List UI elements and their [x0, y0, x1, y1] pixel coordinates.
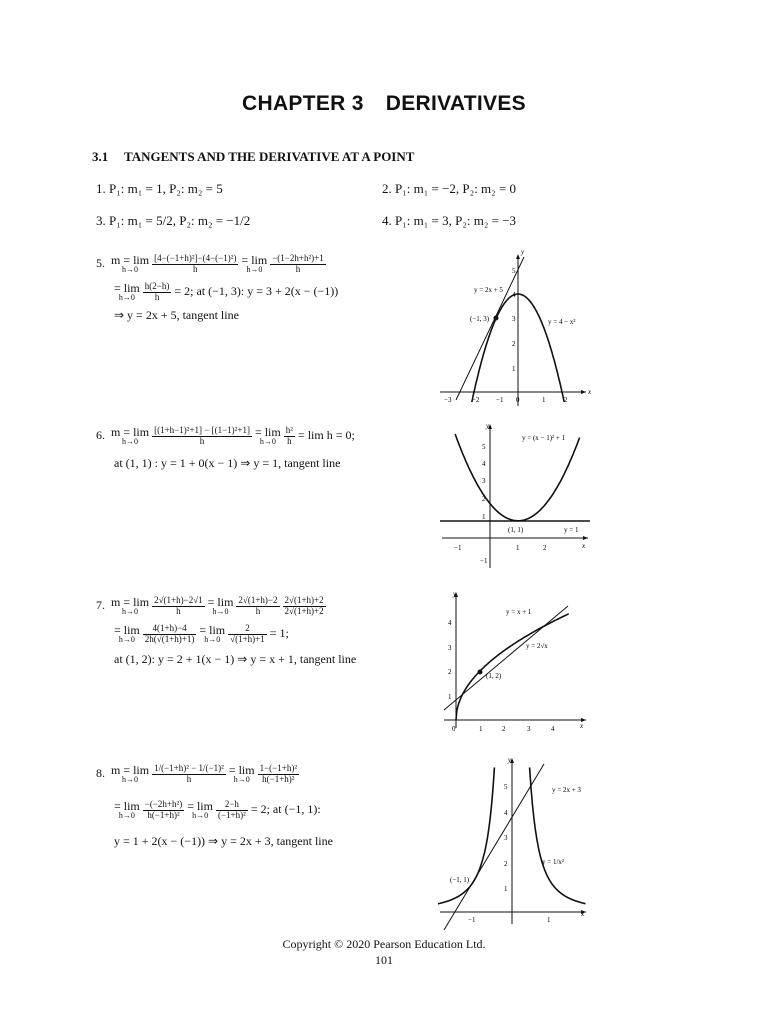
p5-result: = 2; at (−1, 3): y = 3 + 2(x − (−1)): [174, 283, 339, 298]
chapter-label: CHAPTER 3: [242, 92, 364, 115]
numerator: [(1+h−1)²+1] − [(1−1)²+1]: [154, 425, 250, 436]
svg-text:2: 2: [448, 668, 452, 676]
svg-text:2: 2: [504, 860, 508, 868]
answer-1: 1. P₁: m₁ = 1, P₂: m₂ = 5: [96, 181, 223, 196]
y-label: y: [521, 248, 525, 256]
x-label: x: [582, 542, 586, 550]
sqrt-curve: [456, 614, 569, 720]
numerator: −(−2h+h²): [144, 799, 183, 810]
svg-text:4: 4: [504, 809, 508, 817]
tick-labels: [454, 443, 547, 565]
answer-4: 4. P₁: m₁ = 3, P₂: m₂ = −3: [382, 213, 517, 228]
svg-text:−1: −1: [480, 557, 488, 565]
tangent-line: [444, 606, 568, 710]
svg-text:5: 5: [512, 267, 516, 275]
chapter-title: [0, 92, 768, 116]
fraction: [270, 254, 326, 274]
svg-text:2: 2: [502, 725, 506, 733]
limit-sub: h→0: [192, 811, 209, 820]
arrow-icon: [581, 390, 586, 394]
fraction: [152, 426, 252, 446]
svg-text:3: 3: [482, 477, 486, 485]
denominator: h: [255, 605, 261, 616]
denominator: h: [199, 435, 205, 446]
svg-text:4: 4: [551, 725, 555, 733]
svg-text:1: 1: [547, 916, 551, 924]
limit-sub: h→0: [122, 265, 139, 274]
tick-labels: [444, 267, 568, 404]
fraction: [152, 254, 238, 274]
limit-sub: h→0: [122, 607, 139, 616]
point-label: (1, 1): [508, 526, 524, 534]
p6-line-1: [96, 426, 355, 446]
limit-text: = lim: [187, 799, 213, 813]
p7-result: = 1;: [269, 625, 289, 640]
limit-text: m = lim: [111, 595, 150, 609]
numerator: 2√(1+h)−2√1: [154, 595, 203, 606]
curve-label: y = 1/x²: [542, 858, 564, 866]
svg-text:3: 3: [504, 834, 508, 842]
svg-text:1: 1: [448, 693, 452, 701]
svg-text:2: 2: [482, 495, 486, 503]
svg-text:1: 1: [504, 885, 508, 893]
fraction: [143, 282, 172, 302]
p8-line-3: y = 1 + 2(x − (−1)) ⇒ y = 2x + 3, tangent line: [114, 834, 333, 848]
limit-sub: h→0: [122, 775, 139, 784]
svg-text:2: 2: [543, 544, 547, 552]
tangency-point: [478, 670, 483, 675]
y-label: y: [486, 422, 490, 430]
graph-5: [436, 246, 596, 410]
limit-text: = lim: [114, 281, 140, 295]
tangent-line: [444, 764, 544, 930]
tangent-label: y = 1: [564, 526, 579, 534]
curve-label: y = 4 − x²: [548, 318, 576, 326]
numerator: −(1−2h+h²)+1: [272, 253, 324, 264]
page-number: 101: [375, 953, 393, 967]
denominator: h: [295, 263, 301, 274]
curve-label: y = 2√x: [526, 642, 548, 650]
x-label: x: [581, 910, 585, 918]
svg-text:3: 3: [527, 725, 531, 733]
fraction: [143, 624, 197, 644]
fraction: [152, 596, 205, 616]
numerator: h²: [285, 425, 293, 436]
section-heading: [92, 149, 414, 165]
limit-text: = lim: [199, 623, 226, 637]
p5-number: 5.: [96, 255, 105, 270]
limit-sub: h→0: [204, 635, 221, 644]
svg-text:2: 2: [564, 396, 568, 404]
answer-2: 2. P₁: m₁ = −2, P₂: m₂ = 0: [382, 181, 517, 196]
numerator: 2√(1+h)+2: [284, 595, 324, 606]
svg-text:5: 5: [504, 783, 508, 791]
limit-text: = lim: [207, 595, 234, 609]
limit-text: = lim: [254, 425, 281, 439]
fraction: [228, 624, 267, 644]
denominator: h: [193, 263, 198, 274]
numerator: 4(1+h)−4: [143, 624, 197, 634]
denominator: √(1+h)+1: [230, 633, 265, 644]
parabola-curve: [455, 434, 579, 521]
svg-text:3: 3: [512, 315, 516, 323]
svg-text:1: 1: [516, 544, 520, 552]
svg-text:4: 4: [482, 460, 486, 468]
svg-text:1: 1: [479, 725, 483, 733]
fraction: [284, 426, 295, 446]
numerator: 1/(−1+h)² − 1/(−1)²: [154, 763, 224, 774]
denominator: 2h(√(1+h)+1): [144, 633, 195, 644]
limit-sub: h→0: [246, 265, 263, 274]
y-label: y: [453, 590, 457, 598]
limit-sub: h→0: [212, 607, 229, 616]
limit-text: = lim: [114, 623, 140, 637]
svg-text:1: 1: [512, 365, 516, 373]
limit-text: m = lim: [111, 425, 150, 439]
limit-sub: h→0: [259, 437, 276, 446]
section-title: TANGENTS AND THE DERIVATIVE AT A POINT: [124, 149, 415, 164]
graph-8: [438, 756, 590, 932]
svg-text:2: 2: [512, 340, 516, 348]
svg-text:0: 0: [452, 725, 456, 733]
p8-number: 8.: [96, 765, 105, 780]
section-number: 3.1: [92, 149, 109, 164]
denominator: 2√(1+h)+2: [284, 605, 324, 616]
limit-sub: h→0: [118, 635, 135, 644]
p5-line-1: [96, 254, 326, 274]
fraction: [236, 596, 279, 616]
p8-result: = 2; at (−1, 1):: [250, 801, 321, 816]
p8-line-1: [96, 764, 299, 784]
limit-sub: h→0: [118, 811, 135, 820]
chapter-name: DERIVATIVES: [385, 92, 526, 115]
tangent-line: [456, 257, 524, 400]
p7-line-2: [114, 624, 289, 644]
svg-text:−1: −1: [496, 396, 504, 404]
copyright: Copyright © 2020 Pearson Education Ltd.: [282, 937, 486, 951]
fraction: [283, 596, 326, 616]
arrow-icon: [516, 254, 520, 259]
numerator: 2: [228, 624, 267, 634]
numerator: [4−(−1+h)²]−(4−(−1)²): [154, 253, 237, 264]
point-label: (−1, 3): [470, 315, 490, 323]
x-label: x: [580, 722, 584, 730]
tangent-label: y = 2x + 5: [474, 286, 503, 294]
denominator: h: [186, 773, 192, 784]
arrow-icon: [583, 536, 588, 540]
x-label: x: [588, 388, 592, 396]
svg-text:0: 0: [516, 396, 520, 404]
svg-text:4: 4: [448, 619, 452, 627]
limit-sub: h→0: [118, 293, 135, 302]
fraction: [258, 764, 299, 784]
fraction: [216, 800, 248, 820]
denominator: h(−1+h)²: [147, 809, 180, 820]
tangent-label: y = x + 1: [506, 608, 532, 616]
p5-line-2: [114, 282, 338, 302]
point-label: (−1, 1): [450, 876, 470, 884]
p6-line-2: at (1, 1) : y = 1 + 0(x − 1) ⇒ y = 1, tangent line: [114, 456, 341, 470]
p6-number: 6.: [96, 427, 105, 442]
graph-6: [440, 420, 592, 576]
fraction: [143, 800, 184, 820]
numerator: 1−(−1+h)²: [259, 763, 298, 774]
svg-text:−2: −2: [472, 396, 480, 404]
p7-number: 7.: [96, 597, 105, 612]
svg-text:3: 3: [448, 644, 452, 652]
point-label: (1, 2): [486, 672, 502, 680]
denominator: h: [176, 605, 181, 616]
fraction: [152, 764, 226, 784]
svg-text:1: 1: [482, 513, 486, 521]
tangent-label: y = 2x + 3: [552, 786, 581, 794]
denominator: (−1+h)²: [217, 809, 246, 820]
limit-text: = lim: [241, 253, 268, 267]
tick-labels: [448, 619, 555, 733]
numerator: 2−h: [216, 800, 248, 810]
limit-sub: h→0: [233, 775, 250, 784]
denominator: h(−1+h)²: [262, 773, 295, 784]
svg-text:−1: −1: [454, 544, 462, 552]
limit-text: = lim: [228, 763, 255, 777]
denominator: h: [154, 291, 160, 302]
tick-labels: [468, 783, 551, 924]
svg-text:−1: −1: [468, 916, 476, 924]
p8-line-2: [114, 800, 321, 820]
numerator: 2√(1+h)−2: [238, 595, 278, 606]
svg-text:1: 1: [542, 396, 546, 404]
p7-line-1: [96, 596, 326, 616]
limit-text: = lim: [114, 799, 140, 813]
y-label: y: [508, 756, 512, 764]
numerator: h(2−h): [144, 281, 170, 292]
svg-text:4: 4: [512, 291, 516, 299]
tangency-point: [494, 316, 499, 321]
limit-sub: h→0: [122, 437, 139, 446]
p5-line-3: ⇒ y = 2x + 5, tangent line: [114, 308, 239, 322]
p7-line-3: at (1, 2): y = 2 + 1(x − 1) ⇒ y = x + 1, tangent line: [114, 652, 357, 666]
limit-text: m = lim: [111, 763, 150, 777]
limit-text: m = lim: [111, 253, 150, 267]
svg-text:5: 5: [482, 443, 486, 451]
answer-3: 3. P₁: m₁ = 5/2, P₂: m₂ = −1/2: [96, 213, 251, 228]
p6-result: = lim h = 0;: [297, 427, 355, 442]
svg-text:−3: −3: [444, 396, 452, 404]
denominator: h: [287, 435, 292, 446]
graph-7: [440, 588, 590, 738]
curve-label: y = (x − 1)² + 1: [522, 434, 566, 442]
